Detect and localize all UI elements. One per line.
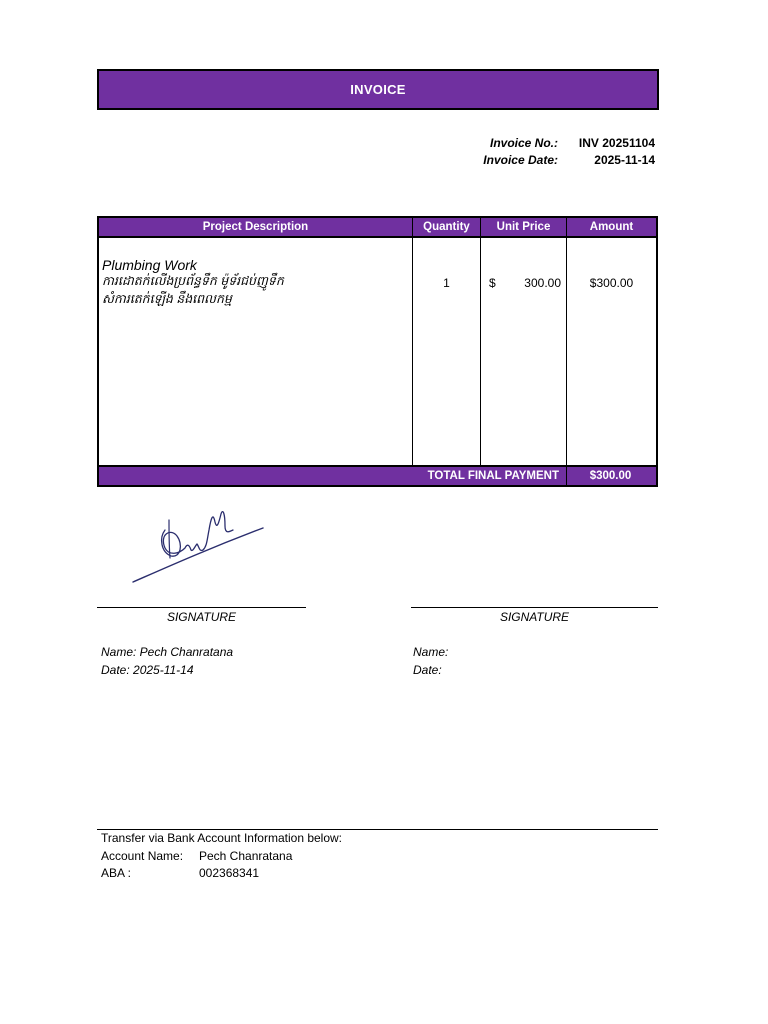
right-signer-name: Name: [413,645,449,659]
header-quantity: Quantity [423,221,470,233]
row-description-line: សំការតេក់ឡើង នឹងពេលកម្ម [102,292,232,306]
invoice-date-value: 2025-11-14 [594,153,655,167]
header-amount: Amount [589,221,634,233]
invoice-date-label: Invoice Date: [483,153,558,167]
invoice-number-label: Invoice No.: [489,136,558,150]
left-signer-date: Date: 2025-11-14 [101,663,194,677]
header-project-description: Project Description [202,221,309,233]
row-unit-price: 300.00 [524,276,561,290]
header-unit-price: Unit Price [496,221,551,233]
column-divider [566,218,567,485]
account-name-label: Account Name: [101,849,184,863]
row-unit-price-currency: $ [489,276,496,290]
items-table [97,216,658,487]
right-signer-date: Date: [413,663,442,677]
handwritten-signature [125,500,275,590]
right-signature-line [411,607,658,608]
aba-label: ABA : [101,866,132,880]
table-header-row [99,218,656,238]
left-signature-line [97,607,306,608]
invoice-title: INVOICE [350,82,406,97]
total-final-payment-label: TOTAL FINAL PAYMENT [427,470,559,482]
left-signer-name: Name: Pech Chanratana [101,645,234,659]
column-divider [412,218,413,485]
row-title: Plumbing Work [102,257,197,273]
row-description-line: ការដោតក់លើងប្រព័ន្ធទឹក ម៉ូទ័រជប់ញូទឹក [102,274,284,288]
row-quantity: 1 [443,276,450,290]
table-total-row [99,465,656,485]
aba-value: 002368341 [199,866,260,880]
invoice-title-banner [97,69,659,110]
account-name-value: Pech Chanratana [199,849,293,863]
row-amount: $300.00 [589,276,634,290]
total-final-payment-amount: $300.00 [589,470,632,482]
bank-section-divider [97,829,658,830]
column-divider [480,218,481,485]
invoice-number-value: INV 20251104 [578,136,655,150]
left-signature-caption: SIGNATURE [166,610,237,624]
right-signature-caption: SIGNATURE [499,610,570,624]
bank-intro: Transfer via Bank Account Information below: [101,831,343,845]
